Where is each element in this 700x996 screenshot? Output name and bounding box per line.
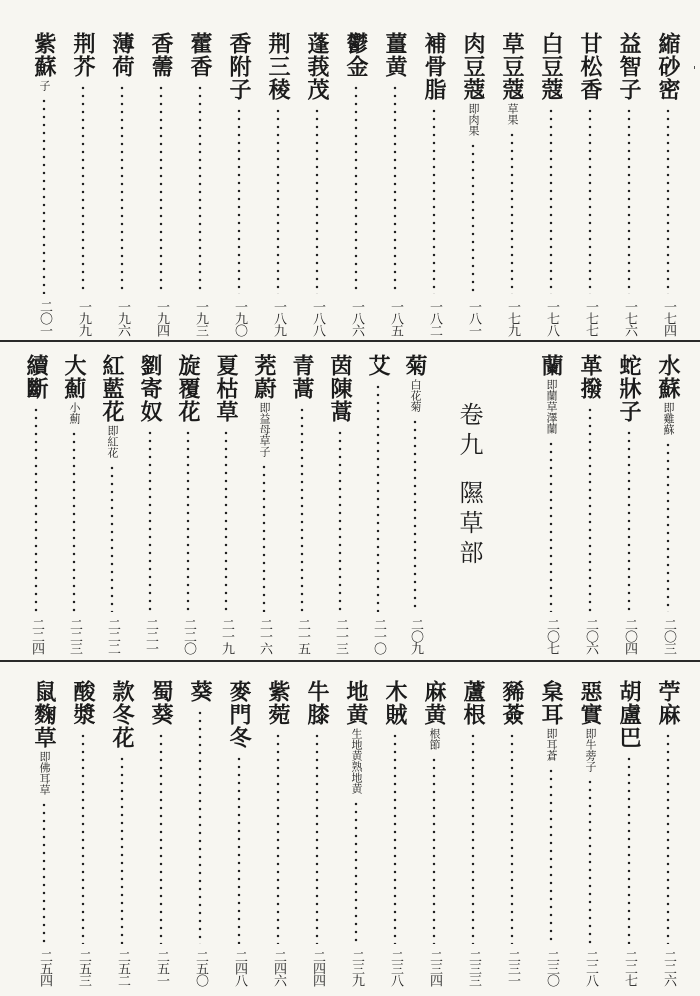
entry-page: 二〇三 <box>661 618 676 654</box>
entry-title: 香薷 <box>148 32 174 78</box>
leader-dots <box>237 755 241 944</box>
leader-dots <box>120 84 124 294</box>
toc-entry <box>613 32 645 336</box>
entry-page: 一九六 <box>115 300 130 336</box>
leader-dots <box>510 732 514 944</box>
entry-title: 紫菀 <box>265 680 291 726</box>
entry-title: 續斷 <box>23 354 49 400</box>
entry-page: 一九四 <box>154 300 169 336</box>
leader-dots <box>588 406 592 612</box>
entry-note: 即耳蒼 <box>545 728 558 761</box>
leader-dots <box>315 732 319 944</box>
leader-dots <box>393 732 397 944</box>
entry-title: 鬱金 <box>343 32 369 78</box>
leader-dots <box>262 463 266 612</box>
leader-dots <box>627 107 631 294</box>
leader-dots <box>666 441 670 612</box>
entry-page: 一八二 <box>427 300 442 336</box>
entry-page: 二二一 <box>143 618 158 654</box>
entry-title: 蛇牀子 <box>616 354 642 423</box>
toc-entry <box>457 680 489 986</box>
chapter-volume: 卷九 <box>455 402 483 462</box>
entry-title: 革撥 <box>577 354 603 400</box>
toc-entry <box>67 680 99 986</box>
entry-page: 一八六 <box>349 300 364 336</box>
toc-entry <box>262 32 294 336</box>
leader-dots <box>354 800 358 944</box>
entry-page: 一七六 <box>622 300 637 336</box>
leader-dots <box>627 429 631 612</box>
toc-entry <box>301 32 333 336</box>
entry-title: 蓬莪茂 <box>304 32 330 101</box>
entry-page: 一七七 <box>583 300 598 336</box>
entry-title: 蘆根 <box>460 680 486 726</box>
toc-band-2 <box>14 354 686 654</box>
entry-title: 藿香 <box>187 32 213 78</box>
entry-title: 葵 <box>187 680 213 703</box>
leader-dots <box>354 84 358 294</box>
toc-entry <box>652 32 684 336</box>
toc-entry <box>574 32 606 336</box>
toc-entry <box>96 354 128 654</box>
toc-entry <box>145 680 177 986</box>
toc-entry <box>286 354 318 654</box>
entry-title: 旋覆花 <box>175 354 201 423</box>
leader-dots <box>276 732 280 944</box>
entry-title: 豨薟 <box>499 680 525 726</box>
entry-page: 二二二 <box>105 618 120 654</box>
toc-entry <box>399 354 431 654</box>
toc-entry <box>134 354 166 654</box>
chapter-section: 隰草部 <box>455 480 483 570</box>
entry-page: 二四四 <box>310 950 325 986</box>
entry-page: 二三一 <box>505 950 520 986</box>
toc-entry <box>210 354 242 654</box>
entry-title: 薑黄 <box>382 32 408 78</box>
leader-dots <box>81 732 85 944</box>
toc-entry <box>379 680 411 986</box>
entry-page: 二四八 <box>232 950 247 986</box>
toc-entry <box>496 32 528 336</box>
divider-bottom <box>0 660 700 662</box>
leader-dots <box>413 418 417 612</box>
entry-page: 二四六 <box>271 950 286 986</box>
leader-dots <box>588 778 592 944</box>
entry-page: 二三三 <box>466 950 481 986</box>
toc-entry <box>28 680 60 986</box>
entry-note: 小薊 <box>68 402 81 424</box>
entry-title: 白豆蔻 <box>538 32 564 101</box>
entry-page: 二五四 <box>37 950 52 986</box>
toc-entry <box>418 32 450 336</box>
toc-entry <box>106 680 138 986</box>
leader-dots <box>315 107 319 294</box>
entry-title: 蘭 <box>538 354 564 377</box>
toc-entry <box>457 32 489 336</box>
leader-dots <box>510 131 514 294</box>
leader-dots <box>471 732 475 944</box>
leader-dots <box>549 107 553 294</box>
entry-title: 茺蔚 <box>251 354 277 400</box>
entry-title: 鼠麴草 <box>31 680 57 749</box>
entry-page: 一八八 <box>310 300 325 336</box>
entry-page: 二〇六 <box>583 618 598 654</box>
entry-note: 即雞蘇 <box>662 402 675 435</box>
entry-title: 茵陳蒿 <box>327 354 353 423</box>
entry-page: 二三四 <box>427 950 442 986</box>
entry-title: 苧麻 <box>655 680 681 726</box>
leader-dots <box>393 84 397 294</box>
entry-title: 麻黄 <box>421 680 447 726</box>
toc-entry <box>340 32 372 336</box>
leader-dots <box>338 429 342 612</box>
entry-page: 二一九 <box>219 618 234 654</box>
leader-dots <box>432 107 436 294</box>
entry-title: 劉寄奴 <box>137 354 163 423</box>
entry-title: 水蘇 <box>655 354 681 400</box>
entry-title: 縮砂密 <box>655 32 681 101</box>
entry-title: 惡實 <box>577 680 603 726</box>
entry-title: 紅藍花 <box>99 354 125 423</box>
entry-page: 二五二 <box>115 950 130 986</box>
entry-page: 二一三 <box>333 618 348 654</box>
toc-entry <box>184 32 216 336</box>
leader-dots <box>300 406 304 612</box>
entry-page: 二三八 <box>388 950 403 986</box>
entry-page: 一九三 <box>193 300 208 336</box>
entry-page: 二二〇 <box>181 618 196 654</box>
entry-page: 一八一 <box>466 300 481 336</box>
leader-dots <box>148 429 152 612</box>
entry-title: 草豆蔻 <box>499 32 525 101</box>
toc-entry <box>362 354 394 654</box>
leader-dots <box>186 429 190 612</box>
entry-page: 二〇四 <box>622 618 637 654</box>
toc-entry <box>340 680 372 986</box>
toc-entry <box>301 680 333 986</box>
entry-title: 夏枯草 <box>213 354 239 423</box>
entry-note: 生地黄熟地黄 <box>350 728 363 794</box>
entry-note: 即紅花 <box>106 425 119 458</box>
leader-dots <box>237 107 241 294</box>
entry-title: 荆芥 <box>70 32 96 78</box>
entry-note: 白花菊 <box>409 379 422 412</box>
entry-title: 胡盧巴 <box>616 680 642 749</box>
entry-title: 地黄 <box>343 680 369 726</box>
entry-page: 二〇九 <box>408 618 423 654</box>
toc-entry <box>20 354 52 654</box>
toc-band-3 <box>14 680 686 986</box>
entry-title: 酸漿 <box>70 680 96 726</box>
toc-entry <box>28 32 60 336</box>
leader-dots <box>549 767 553 944</box>
toc-entry <box>535 354 567 654</box>
entry-note: 草果 <box>506 103 519 125</box>
leader-dots <box>471 142 475 294</box>
entry-title: 大薊 <box>61 354 87 400</box>
toc-entry <box>145 32 177 336</box>
entry-title: 艾 <box>365 354 391 377</box>
leader-dots <box>627 755 631 944</box>
toc-entry <box>652 680 684 986</box>
entry-page: 一八五 <box>388 300 403 336</box>
entry-note: 即牛蒡子 <box>584 728 597 772</box>
corner-mark: ' <box>692 64 696 77</box>
leader-dots <box>432 756 436 944</box>
entry-page: 一七四 <box>661 300 676 336</box>
leader-dots <box>72 430 76 612</box>
leader-dots <box>120 755 124 944</box>
entry-page: 二三〇 <box>544 950 559 986</box>
toc-entry <box>223 680 255 986</box>
entry-page: 二五〇 <box>193 950 208 986</box>
toc-entry <box>223 32 255 336</box>
entry-page: 二〇一 <box>37 300 52 336</box>
entry-title: 枲耳 <box>538 680 564 726</box>
entry-note: 即蘭草澤蘭 <box>545 379 558 434</box>
entry-title: 蜀葵 <box>148 680 174 726</box>
leader-dots <box>224 429 228 612</box>
entry-page: 二五一 <box>154 950 169 986</box>
leader-dots <box>666 107 670 294</box>
entry-page: 二二四 <box>29 618 44 654</box>
entry-page: 二三九 <box>349 950 364 986</box>
entry-page: 二二七 <box>622 950 637 986</box>
toc-entry <box>535 680 567 986</box>
entry-title: 薄荷 <box>109 32 135 78</box>
toc-entry <box>613 680 645 986</box>
entry-title: 補骨脂 <box>421 32 447 101</box>
entry-note: 根節 <box>428 728 441 750</box>
leader-dots <box>110 464 114 612</box>
toc-entry <box>106 32 138 336</box>
entry-note: 即佛耳草 <box>38 751 51 795</box>
leader-dots <box>666 732 670 944</box>
entry-page: 二〇七 <box>544 618 559 654</box>
entry-page: 二二三 <box>67 618 82 654</box>
toc-entry <box>172 354 204 654</box>
entry-page: 一七九 <box>505 300 520 336</box>
entry-page: 一九〇 <box>232 300 247 336</box>
entry-title: 肉豆蔻 <box>460 32 486 101</box>
entry-title: 青蒿 <box>289 354 315 400</box>
entry-title: 益智子 <box>616 32 642 101</box>
toc-entry <box>574 680 606 986</box>
leader-dots <box>276 107 280 294</box>
leader-dots <box>81 84 85 294</box>
toc-entry <box>535 32 567 336</box>
leader-dots <box>549 440 553 612</box>
entry-title: 牛膝 <box>304 680 330 726</box>
leader-dots <box>588 107 592 294</box>
entry-title: 紫蘇 <box>31 32 57 78</box>
leader-dots <box>159 732 163 944</box>
divider-top <box>0 340 700 342</box>
entry-title: 木賊 <box>382 680 408 726</box>
leader-dots <box>159 84 163 294</box>
entry-page: 一七八 <box>544 300 559 336</box>
entry-title: 麥門冬 <box>226 680 252 749</box>
entry-page: 二二八 <box>583 950 598 986</box>
toc-entry <box>248 354 280 654</box>
toc-entry <box>652 354 684 654</box>
toc-entry <box>58 354 90 654</box>
entry-page: 一九九 <box>76 300 91 336</box>
entry-title: 甘松香 <box>577 32 603 101</box>
toc-entry <box>324 354 356 654</box>
toc-entry <box>262 680 294 986</box>
entry-note: 即肉果 <box>467 103 480 136</box>
toc-entry <box>496 680 528 986</box>
toc-entry <box>67 32 99 336</box>
entry-page: 二一〇 <box>371 618 386 654</box>
entry-note: 即益母草子 <box>258 402 271 457</box>
leader-dots <box>376 383 380 612</box>
entry-title: 款冬花 <box>109 680 135 749</box>
toc-entry <box>574 354 606 654</box>
toc-entry <box>418 680 450 986</box>
entry-page: 二二六 <box>661 950 676 986</box>
leader-dots <box>198 84 202 294</box>
leader-dots <box>42 97 46 294</box>
entry-page: 二一五 <box>295 618 310 654</box>
entry-page: 二一六 <box>257 618 272 654</box>
chapter-heading <box>452 402 486 570</box>
leader-dots <box>198 709 202 944</box>
leader-dots <box>42 801 46 944</box>
entry-page: 一八九 <box>271 300 286 336</box>
leader-dots <box>34 406 38 612</box>
entry-note: 子 <box>38 80 51 91</box>
entry-title: 荆三稜 <box>265 32 291 101</box>
entry-title: 菊 <box>402 354 428 377</box>
toc-band-1 <box>14 32 686 336</box>
toc-entry <box>379 32 411 336</box>
entry-title: 香附子 <box>226 32 252 101</box>
entry-page: 二五三 <box>76 950 91 986</box>
toc-entry <box>184 680 216 986</box>
toc-entry <box>613 354 645 654</box>
